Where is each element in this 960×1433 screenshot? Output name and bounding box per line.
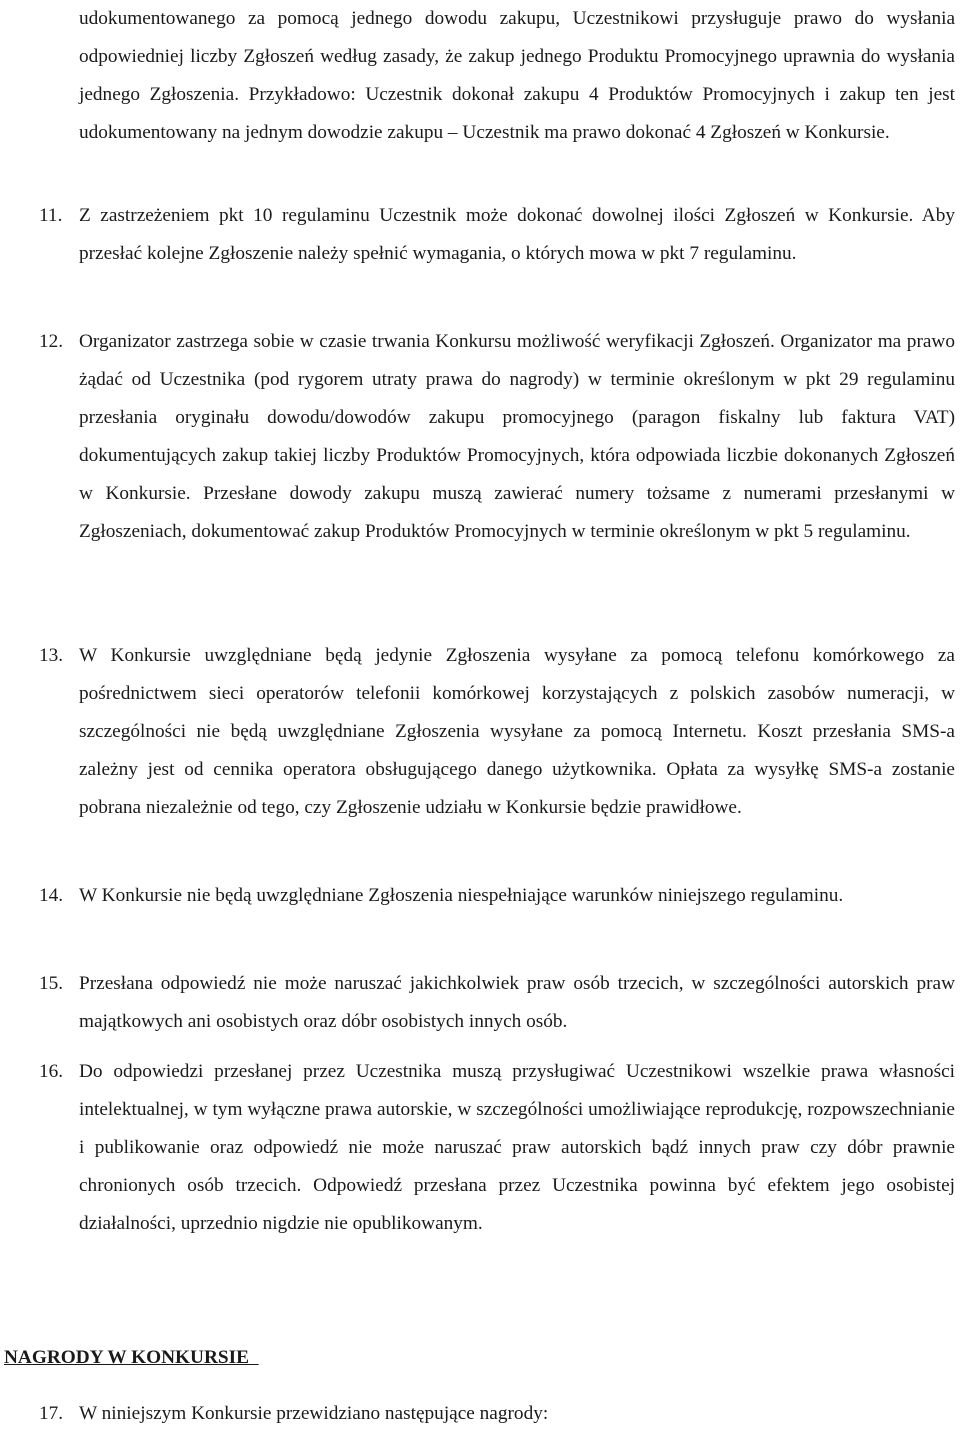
continuation-paragraph: udokumentowanego za pomocą jednego dowodu zakupu, Uczestnikowi przysługuje prawo do wysłania odpowiedniej liczby Zgłoszeń według zasady, że zakup jednego Produktu Promocyjnego uprawnia do wysłania jednego Zgłoszenia. Przykładowo: Uczestnik dokonał zakupu 4 Produktów Promocyjnych i zakup ten jest udokumentowany na jednym dowodzie zakupu – Uczestnik ma prawo dokonać 4 Zgłoszeń w Konkursie. [79, 8, 955, 143]
item-text: Z zastrzeżeniem pkt 10 regulaminu Uczestnik może dokonać dowolnej ilości Zgłoszeń w Konkursie. Aby przesłać kolejne Zgłoszenie należy spełnić wymagania, o których mowa w pkt 7 regulaminu. [79, 205, 955, 264]
item-text: Przesłana odpowiedź nie może naruszać jakichkolwiek praw osób trzecich, w szczególności autorskich praw majątkowych ani osobistych oraz dóbr osobistych innych osób. [79, 973, 955, 1032]
item-number: 11. [39, 205, 63, 226]
list-item-17 [39, 1395, 955, 1433]
item-number: 12. [39, 331, 64, 352]
item-number: 15. [39, 973, 64, 994]
item-number: 13. [39, 645, 64, 666]
item-text: W Konkursie uwzględniane będą jedynie Zgłoszenia wysyłane za pomocą telefonu komórkowego za pośrednictwem sieci operatorów telefonii komórkowej korzystających z polskich zasobów numeracji, w szczególności nie będą uwzględniane Zgłoszenia wysyłane za pomocą Internetu. Koszt przesłania SMS-a zależny jest od cennika operatora obsługującego danego użytkownika. Opłata za wysyłkę SMS-a zostanie pobrana niezależnie od tego, czy Zgłoszenie udziału w Konkursie będzie prawidłowe. [79, 645, 955, 818]
list-item-12 [39, 323, 955, 551]
item-text: Do odpowiedzi przesłanej przez Uczestnika muszą przysługiwać Uczestnikowi wszelkie prawa własności intelektualnej, w tym wyłączne prawa autorskie, w szczególności umożliwiające reprodukcję, rozpowszechnianie i publikowanie oraz odpowiedź nie może naruszać praw autorskich bądź innych praw czy dóbr prawnie chronionych osób trzecich. Odpowiedź przesłana przez Uczestnika powinna być efektem jego osobistej działalności, uprzednio nigdzie nie opublikowanym. [79, 1061, 955, 1234]
list-item-11 [39, 197, 955, 273]
list-item-16 [39, 1053, 955, 1243]
item-number: 16. [39, 1061, 64, 1082]
list-item-14 [39, 877, 955, 915]
item-text: W Konkursie nie będą uwzględniane Zgłoszenia niespełniające warunków niniejszego regulaminu. [79, 885, 844, 906]
item-number: 17. [39, 1403, 64, 1424]
item-text: Organizator zastrzega sobie w czasie trwania Konkursu możliwość weryfikacji Zgłoszeń. Organizator ma prawo żądać od Uczestnika (pod rygorem utraty prawa do nagrody) w terminie określonym w pkt 29 regulaminu przesłania oryginału dowodu/dowodów zakupu promocyjnego (paragon fiskalny lub faktura VAT) dokumentujących zakup takiej liczby Produktów Promocyjnych, która odpowiada liczbie dokonanych Zgłoszeń w Konkursie. Przesłane dowody zakupu muszą zawierać numery tożsame z numerami przesłanymi w Zgłoszeniach, dokumentować zakup Produktów Promocyjnych w terminie określonym w pkt 5 regulaminu. [79, 331, 955, 542]
item-text: W niniejszym Konkursie przewidziano następujące nagrody: [79, 1403, 549, 1424]
list-item-15 [39, 965, 955, 1041]
item-number: 14. [39, 885, 64, 906]
list-item-13 [39, 637, 955, 827]
section-heading: NAGRODY W KONKURSIE [4, 1347, 259, 1368]
